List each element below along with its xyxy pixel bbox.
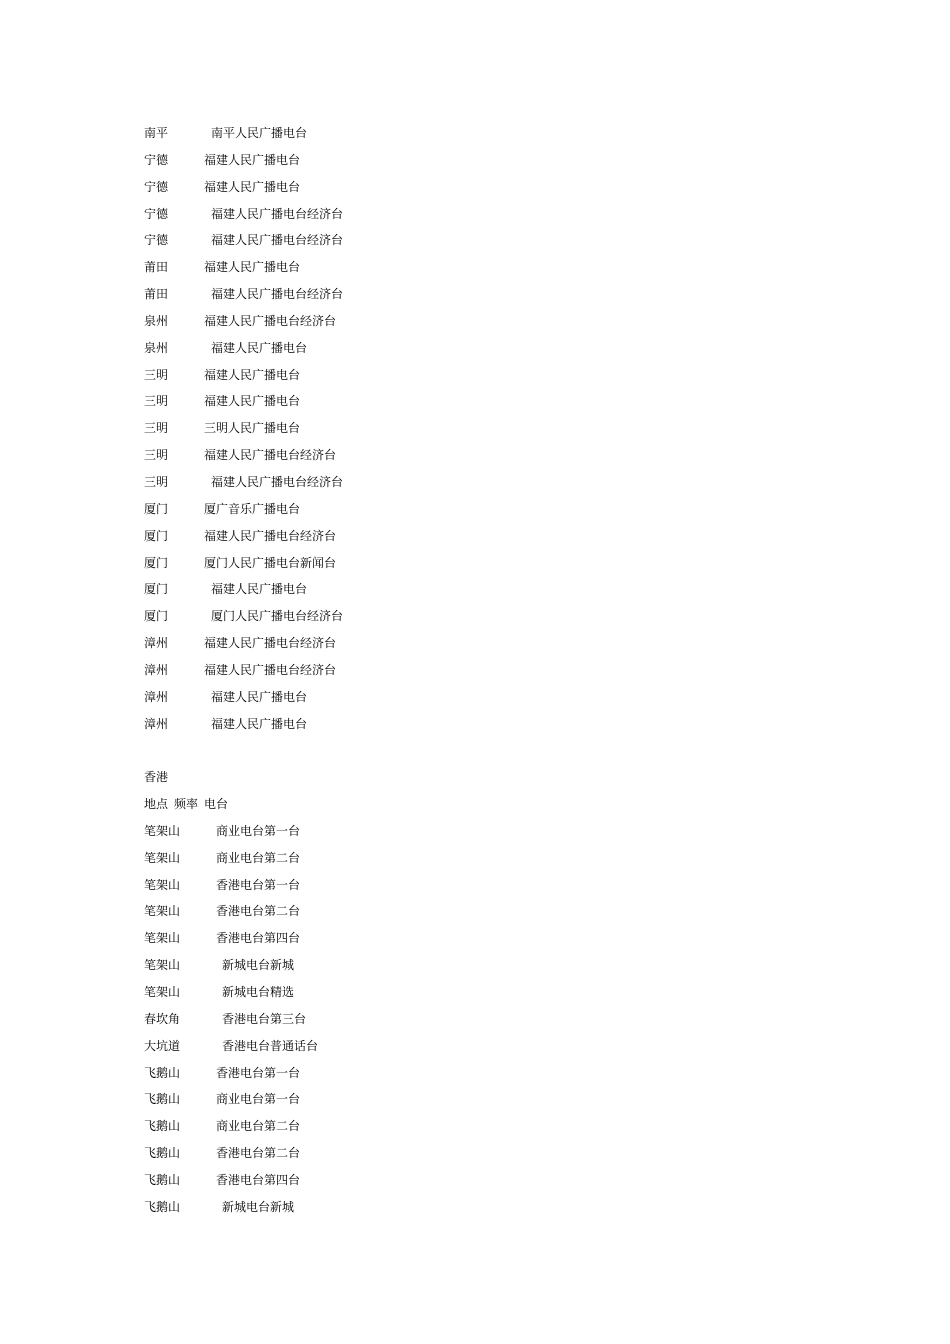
location-cell: 宁德 bbox=[144, 152, 169, 167]
location-cell: 飞鹅山 bbox=[144, 1146, 181, 1161]
station-cell: 福建人民广播电台经济台 bbox=[211, 206, 344, 221]
location-cell: 春坎角 bbox=[144, 1011, 181, 1026]
hongkong-station-list bbox=[144, 818, 844, 1221]
location-cell: 笔架山 bbox=[144, 904, 181, 919]
header-location: 地点 bbox=[144, 797, 169, 812]
station-cell: 香港电台第四台 bbox=[216, 1172, 301, 1187]
location-cell: 飞鹅山 bbox=[144, 1119, 181, 1134]
station-cell: 福建人民广播电台 bbox=[211, 716, 308, 731]
table-row bbox=[144, 1060, 844, 1087]
table-row bbox=[144, 872, 844, 899]
location-cell: 宁德 bbox=[144, 233, 169, 248]
location-cell: 笔架山 bbox=[144, 823, 181, 838]
table-row bbox=[144, 496, 844, 523]
table-row bbox=[144, 711, 844, 738]
station-cell: 福建人民广播电台经济台 bbox=[204, 636, 337, 651]
location-cell: 漳州 bbox=[144, 689, 169, 704]
location-cell: 漳州 bbox=[144, 662, 169, 677]
station-cell: 福建人民广播电台 bbox=[211, 689, 308, 704]
table-row bbox=[144, 227, 844, 254]
table-row bbox=[144, 818, 844, 845]
location-cell: 泉州 bbox=[144, 340, 169, 355]
table-row bbox=[144, 281, 844, 308]
table-row bbox=[144, 362, 844, 389]
table-row bbox=[144, 308, 844, 335]
location-cell: 莆田 bbox=[144, 260, 169, 275]
location-cell: 三明 bbox=[144, 448, 169, 463]
station-cell: 福建人民广播电台 bbox=[211, 340, 308, 355]
table-row bbox=[144, 576, 844, 603]
station-cell: 香港电台第一台 bbox=[216, 877, 301, 892]
table-row bbox=[144, 388, 844, 415]
section-title-hongkong bbox=[144, 764, 844, 791]
table-header bbox=[144, 791, 844, 818]
station-cell: 福建人民广播电台经济台 bbox=[204, 448, 337, 463]
station-cell: 香港电台第四台 bbox=[216, 931, 301, 946]
station-cell: 厦广音乐广播电台 bbox=[204, 501, 301, 516]
table-row bbox=[144, 1140, 844, 1167]
location-cell: 厦门 bbox=[144, 501, 169, 516]
station-cell: 福建人民广播电台 bbox=[204, 367, 301, 382]
station-cell: 商业电台第二台 bbox=[216, 1119, 301, 1134]
station-cell: 新城电台精选 bbox=[222, 985, 295, 999]
station-cell: 厦门人民广播电台经济台 bbox=[211, 609, 344, 624]
location-cell: 飞鹅山 bbox=[144, 1065, 181, 1080]
station-cell: 福建人民广播电台经济台 bbox=[204, 662, 337, 677]
table-row bbox=[144, 523, 844, 550]
table-row bbox=[144, 415, 844, 442]
location-cell: 三明 bbox=[144, 421, 169, 436]
table-row bbox=[144, 1194, 844, 1221]
table-row bbox=[144, 442, 844, 469]
location-cell: 宁德 bbox=[144, 206, 169, 221]
location-cell: 笔架山 bbox=[144, 877, 181, 892]
table-row bbox=[144, 469, 844, 496]
station-cell: 福建人民广播电台经济台 bbox=[211, 233, 344, 248]
location-cell: 泉州 bbox=[144, 313, 169, 328]
table-row bbox=[144, 657, 844, 684]
location-cell: 厦门 bbox=[144, 582, 169, 597]
station-list-document bbox=[144, 120, 844, 1221]
location-cell: 三明 bbox=[144, 474, 169, 489]
location-cell: 莆田 bbox=[144, 287, 169, 302]
table-row bbox=[144, 1033, 844, 1060]
section-spacer bbox=[144, 737, 844, 764]
table-row bbox=[144, 952, 844, 979]
table-row bbox=[144, 335, 844, 362]
location-cell: 飞鹅山 bbox=[144, 1199, 181, 1214]
station-cell: 商业电台第一台 bbox=[216, 1092, 301, 1107]
table-row bbox=[144, 898, 844, 925]
table-row bbox=[144, 120, 844, 147]
location-cell: 笔架山 bbox=[144, 958, 181, 973]
location-cell: 三明 bbox=[144, 394, 169, 409]
table-row bbox=[144, 550, 844, 577]
table-row bbox=[144, 1113, 844, 1140]
table-row bbox=[144, 201, 844, 228]
location-cell: 厦门 bbox=[144, 609, 169, 624]
table-row bbox=[144, 174, 844, 201]
station-cell: 厦门人民广播电台新闻台 bbox=[204, 555, 337, 570]
section-title-text: 香港 bbox=[144, 770, 169, 785]
table-row bbox=[144, 147, 844, 174]
location-cell: 大坑道 bbox=[144, 1038, 181, 1053]
station-cell: 福建人民广播电台经济台 bbox=[204, 528, 337, 543]
table-row bbox=[144, 845, 844, 872]
station-cell: 福建人民广播电台经济台 bbox=[211, 287, 344, 302]
table-row bbox=[144, 1086, 844, 1113]
station-cell: 香港电台第一台 bbox=[216, 1065, 301, 1080]
station-cell: 香港电台第三台 bbox=[222, 1011, 307, 1026]
location-cell: 南平 bbox=[144, 126, 169, 140]
station-cell: 香港电台普通话台 bbox=[222, 1038, 319, 1053]
table-row bbox=[144, 1167, 844, 1194]
station-cell: 福建人民广播电台经济台 bbox=[204, 313, 337, 328]
header-station: 电台 bbox=[204, 797, 229, 812]
location-cell: 飞鹅山 bbox=[144, 1092, 181, 1107]
location-cell: 厦门 bbox=[144, 528, 169, 543]
station-cell: 新城电台新城 bbox=[222, 1199, 295, 1214]
station-cell: 香港电台第二台 bbox=[216, 904, 301, 919]
station-cell: 福建人民广播电台 bbox=[204, 152, 301, 167]
station-cell: 福建人民广播电台 bbox=[204, 260, 301, 275]
station-cell: 福建人民广播电台 bbox=[204, 394, 301, 409]
fujian-station-list bbox=[144, 120, 844, 737]
table-row bbox=[144, 979, 844, 1006]
location-cell: 笔架山 bbox=[144, 985, 181, 999]
location-cell: 三明 bbox=[144, 367, 169, 382]
location-cell: 厦门 bbox=[144, 555, 169, 570]
location-cell: 飞鹅山 bbox=[144, 1172, 181, 1187]
station-cell: 商业电台第二台 bbox=[216, 850, 301, 865]
station-cell: 香港电台第二台 bbox=[216, 1146, 301, 1161]
location-cell: 笔架山 bbox=[144, 931, 181, 946]
table-row bbox=[144, 603, 844, 630]
table-row bbox=[144, 630, 844, 657]
station-cell: 商业电台第一台 bbox=[216, 823, 301, 838]
table-row bbox=[144, 684, 844, 711]
station-cell: 福建人民广播电台 bbox=[204, 179, 301, 194]
station-cell: 南平人民广播电台 bbox=[211, 126, 308, 140]
table-row bbox=[144, 1006, 844, 1033]
location-cell: 漳州 bbox=[144, 716, 169, 731]
location-cell: 笔架山 bbox=[144, 850, 181, 865]
station-cell: 三明人民广播电台 bbox=[204, 421, 301, 436]
table-row bbox=[144, 254, 844, 281]
station-cell: 福建人民广播电台经济台 bbox=[211, 474, 344, 489]
location-cell: 宁德 bbox=[144, 179, 169, 194]
station-cell: 福建人民广播电台 bbox=[211, 582, 308, 597]
table-row bbox=[144, 925, 844, 952]
location-cell: 漳州 bbox=[144, 636, 169, 651]
header-frequency: 频率 bbox=[174, 797, 199, 812]
station-cell: 新城电台新城 bbox=[222, 958, 295, 973]
